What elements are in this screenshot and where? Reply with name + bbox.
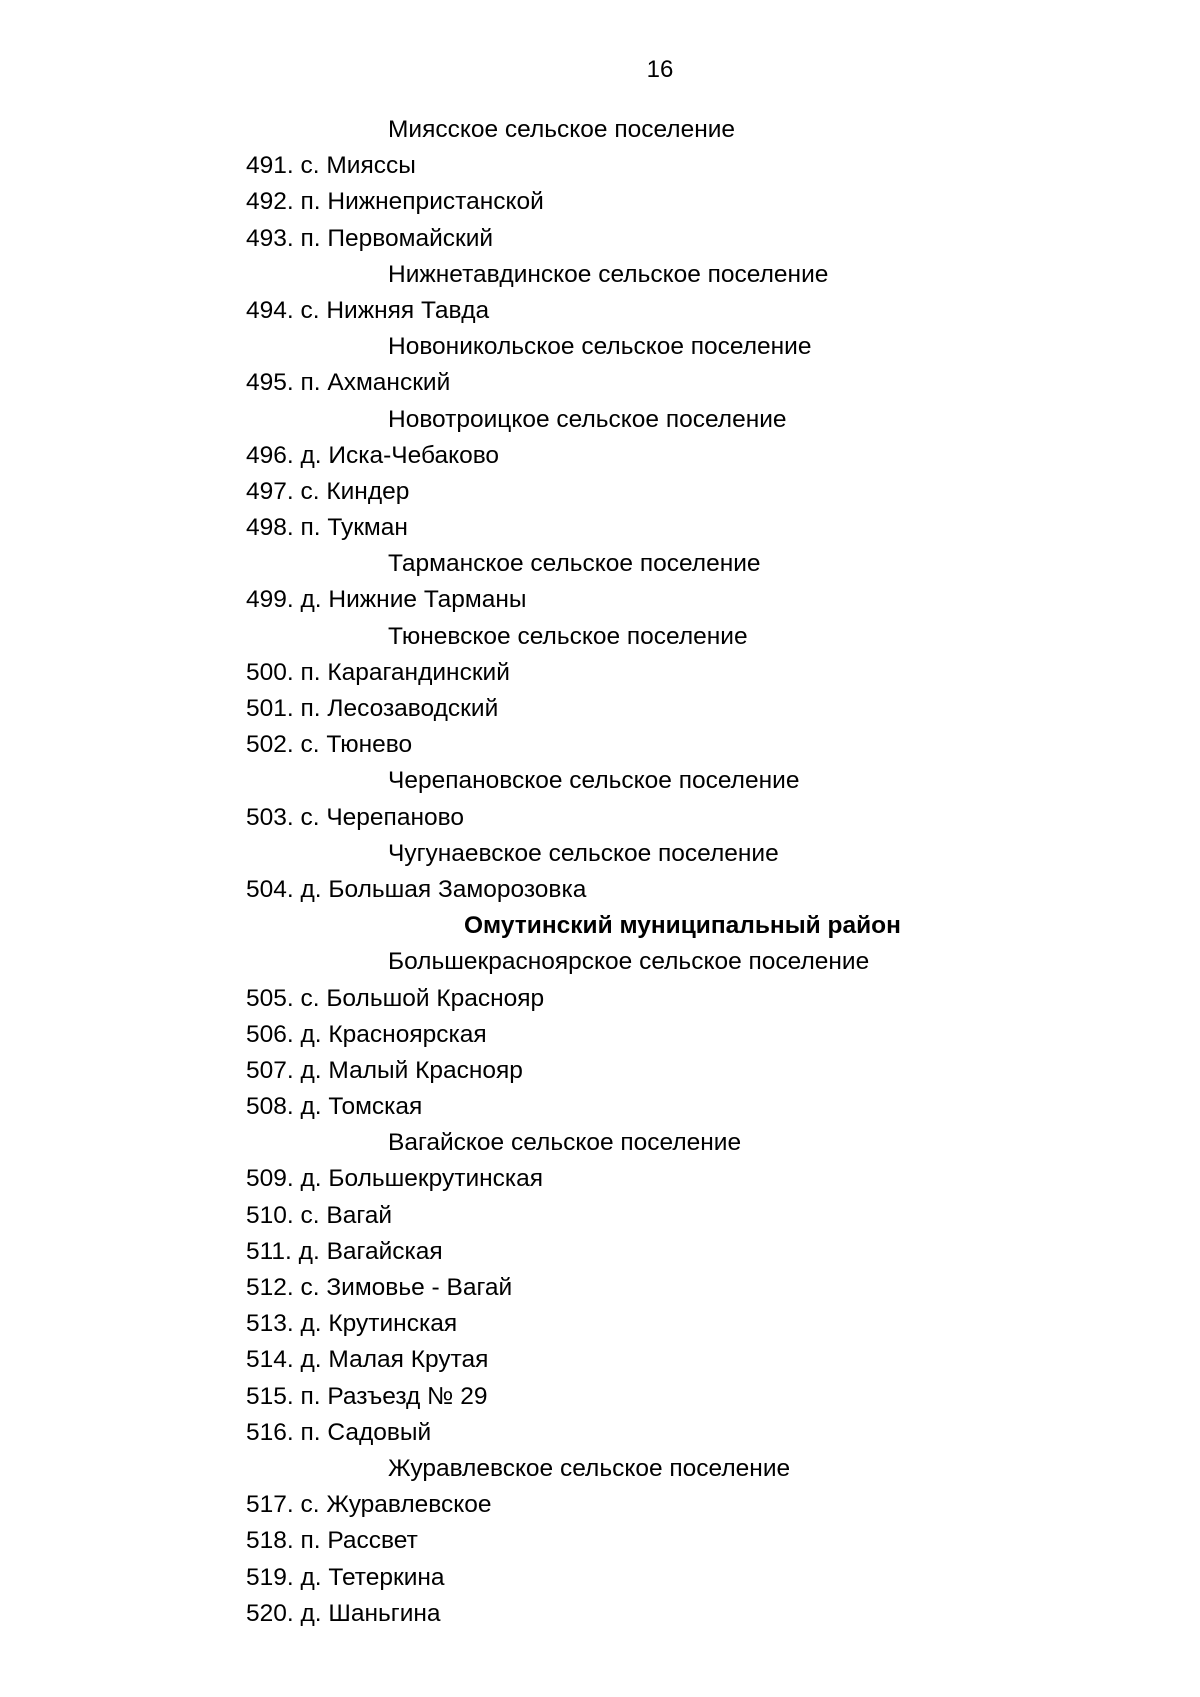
settlement-heading: Чугунаевское сельское поселение [388, 839, 779, 867]
settlement-heading: Большекрасноярское сельское поселение [388, 948, 870, 976]
page-number: 16 [646, 56, 674, 83]
locality-entry: 508. д. Томская [246, 1093, 423, 1121]
locality-entry: 501. п. Лесозаводский [246, 695, 499, 722]
document-body [0, 112, 1200, 1632]
locality-entry: 514. д. Малая Крутая [246, 1346, 489, 1374]
locality-entry: 517. с. Журавлевское [246, 1491, 492, 1519]
locality-entry: 495. п. Ахманский [246, 369, 451, 397]
locality-entry: 499. д. Нижние Тарманы [246, 586, 527, 614]
settlement-heading: Новотроицкое сельское поселение [388, 405, 787, 433]
locality-entry: 509. д. Большекрутинская [246, 1165, 544, 1193]
district-heading: Омутинский муниципальный район [464, 912, 901, 940]
settlement-heading: Журавлевское сельское поселение [388, 1454, 791, 1482]
locality-entry: 496. д. Иска-Чебаково [246, 441, 500, 469]
locality-entry: 518. п. Рассвет [246, 1527, 418, 1555]
locality-entry: 494. с. Нижняя Тавда [246, 296, 490, 324]
locality-entry: 511. д. Вагайская [246, 1237, 443, 1265]
locality-entry: 520. д. Шаньгина [246, 1599, 441, 1627]
settlement-heading: Вагайское сельское поселение [388, 1129, 742, 1157]
locality-entry: 497. с. Киндер [246, 477, 410, 505]
settlement-heading: Нижнетавдинское сельское поселение [388, 260, 829, 288]
locality-entry: 503. с. Черепаново [246, 803, 464, 831]
locality-entry: 493. п. Первомайский [246, 224, 494, 252]
settlement-heading: Черепановское сельское поселение [388, 767, 800, 795]
settlement-heading: Тарманское сельское поселение [388, 550, 761, 578]
settlement-heading: Новоникольское сельское поселение [388, 333, 812, 361]
locality-entry: 516. п. Садовый [246, 1418, 432, 1446]
locality-entry: 515. п. Разъезд № 29 [246, 1382, 488, 1410]
locality-entry: 498. п. Тукман [246, 514, 408, 542]
locality-entry: 504. д. Большая Заморозовка [246, 875, 587, 903]
locality-entry: 492. п. Нижнепристанской [246, 188, 544, 216]
locality-entry: 500. п. Карагандинский [246, 658, 510, 686]
settlement-heading: Миясское сельское поселение [388, 116, 736, 143]
locality-entry: 502. с. Тюнево [246, 731, 413, 759]
settlement-heading: Тюневское сельское поселение [388, 622, 748, 650]
locality-entry: 519. д. Тетеркина [246, 1563, 445, 1591]
locality-entry: 512. с. Зимовье - Вагай [246, 1274, 513, 1301]
locality-entry: 505. с. Большой Краснояр [246, 984, 545, 1012]
locality-entry: 507. д. Малый Краснояр [246, 1056, 523, 1084]
locality-entry: 513. д. Крутинская [246, 1310, 458, 1338]
locality-entry: 491. с. Мияссы [246, 152, 416, 180]
locality-entry: 510. с. Вагай [246, 1201, 393, 1229]
locality-entry: 506. д. Красноярская [246, 1020, 487, 1048]
